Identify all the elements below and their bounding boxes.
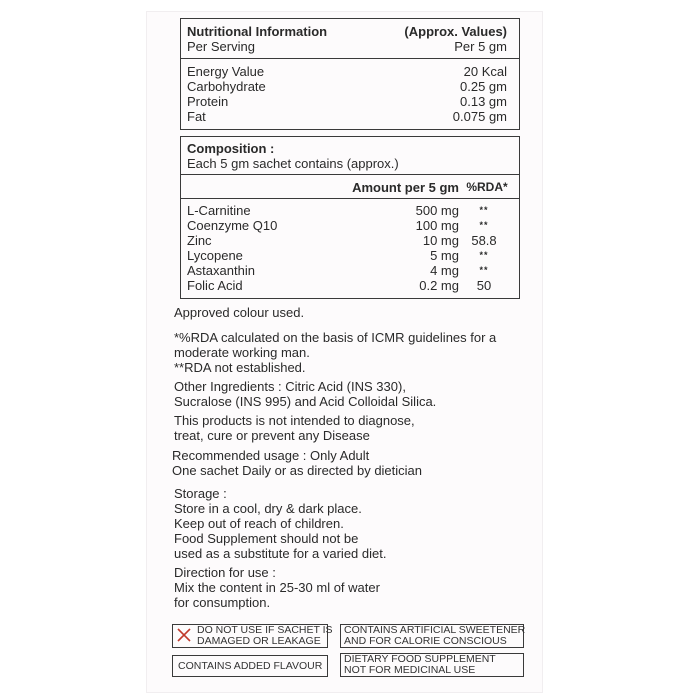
storage-line: Store in a cool, dry & dark place. bbox=[174, 501, 362, 516]
other-ingredients-line: Other Ingredients : Citric Acid (INS 330), bbox=[174, 379, 406, 394]
storage bbox=[174, 486, 524, 561]
cross-icon bbox=[176, 627, 192, 643]
sweetener-line: AND FOR CALORIE CONSCIOUS bbox=[344, 635, 507, 647]
composition-header-divider bbox=[181, 198, 519, 199]
ingredient-amount: 500 mg bbox=[415, 203, 459, 218]
ingredient-rda: 58.8 bbox=[471, 233, 497, 248]
storage-line: used as a substitute for a varied diet. bbox=[174, 546, 387, 561]
do-not-use-line: DO NOT USE IF SACHET IS bbox=[197, 624, 333, 636]
storage-line: Storage : bbox=[174, 486, 227, 501]
other-ingredients bbox=[174, 379, 524, 409]
nutrient-name: Protein bbox=[187, 94, 229, 109]
nutrition-panel bbox=[180, 18, 520, 130]
amount-header: Amount per 5 gm bbox=[352, 180, 459, 195]
ingredient-rda: ** bbox=[479, 205, 489, 215]
ingredient-name: Coenzyme Q10 bbox=[187, 218, 278, 233]
composition-divider bbox=[181, 174, 519, 175]
sweetener-line: CONTAINS ARTIFICIAL SWEETENER bbox=[344, 624, 526, 636]
dietary-box bbox=[340, 653, 524, 677]
flavour-line: CONTAINS ADDED FLAVOUR bbox=[178, 659, 323, 672]
ingredient-rda: ** bbox=[479, 250, 489, 260]
colour-note: Approved colour used. bbox=[174, 305, 305, 320]
sweetener-box bbox=[340, 624, 524, 648]
ingredient-amount: 5 mg bbox=[430, 248, 459, 263]
nutrient-value: 0.075 gm bbox=[452, 109, 507, 124]
nutrient-value: 20 Kcal bbox=[463, 64, 507, 79]
ingredient-name: Folic Acid bbox=[187, 278, 243, 293]
ingredient-amount: 4 mg bbox=[430, 263, 459, 278]
dietary-line: DIETARY FOOD SUPPLEMENT bbox=[344, 653, 496, 665]
composition-title: Composition : bbox=[187, 141, 275, 156]
ingredient-name: Zinc bbox=[187, 233, 212, 248]
ingredient-name: L-Carnitine bbox=[187, 203, 251, 218]
do-not-use-box bbox=[172, 624, 333, 648]
disclaimer-line: treat, cure or prevent any Disease bbox=[174, 428, 370, 443]
recommended-usage bbox=[172, 448, 522, 478]
ingredient-name: Astaxanthin bbox=[187, 263, 255, 278]
rda-note-line: *%RDA calculated on the basis of ICMR guidelines for a bbox=[174, 330, 497, 345]
storage-line: Keep out of reach of children. bbox=[174, 516, 344, 531]
do-not-use-line: DAMAGED OR LEAKAGE bbox=[197, 635, 321, 647]
nutrient-name: Carbohydrate bbox=[187, 79, 266, 94]
approx-values: (Approx. Values) bbox=[404, 24, 507, 39]
rda-notes bbox=[174, 330, 524, 375]
nutrient-value: 0.13 gm bbox=[460, 94, 507, 109]
ingredient-amount: 100 mg bbox=[415, 218, 459, 233]
ingredient-amount: 0.2 mg bbox=[419, 278, 459, 293]
nutrient-name: Fat bbox=[187, 109, 206, 124]
flavour-box bbox=[172, 655, 328, 677]
disclaimer-line: This products is not intended to diagnose, bbox=[174, 413, 415, 428]
nutrition-title: Nutritional Information bbox=[187, 24, 328, 39]
nutrition-divider bbox=[181, 58, 519, 59]
composition-panel bbox=[180, 136, 520, 299]
direction-for-use bbox=[174, 565, 524, 610]
usage-line: Recommended usage : Only Adult bbox=[172, 448, 370, 463]
ingredient-amount: 10 mg bbox=[422, 233, 459, 248]
nutrient-value: 0.25 gm bbox=[460, 79, 507, 94]
ingredient-rda: 50 bbox=[476, 278, 492, 293]
ingredient-rda: ** bbox=[479, 265, 489, 275]
direction-line: for consumption. bbox=[174, 595, 271, 610]
rda-note-line: moderate working man. bbox=[174, 345, 310, 360]
notes-block bbox=[174, 305, 524, 320]
per-unit: Per 5 gm bbox=[454, 39, 507, 54]
rda-header: %RDA* bbox=[466, 180, 508, 194]
nutrient-name: Energy Value bbox=[187, 64, 265, 79]
ingredient-rda: ** bbox=[479, 220, 489, 230]
other-ingredients-line: Sucralose (INS 995) and Acid Colloidal Silica. bbox=[174, 394, 437, 409]
composition-subtitle: Each 5 gm sachet contains (approx.) bbox=[187, 156, 399, 171]
ingredient-name: Lycopene bbox=[187, 248, 243, 263]
per-serving: Per Serving bbox=[187, 39, 255, 54]
disclaimer bbox=[174, 413, 524, 443]
dietary-line: NOT FOR MEDICINAL USE bbox=[344, 664, 476, 676]
direction-line: Direction for use : bbox=[174, 565, 276, 580]
direction-line: Mix the content in 25-30 ml of water bbox=[174, 580, 380, 595]
storage-line: Food Supplement should not be bbox=[174, 531, 359, 546]
usage-line: One sachet Daily or as directed by dietician bbox=[172, 463, 423, 478]
rda-note-line: **RDA not established. bbox=[174, 360, 306, 375]
